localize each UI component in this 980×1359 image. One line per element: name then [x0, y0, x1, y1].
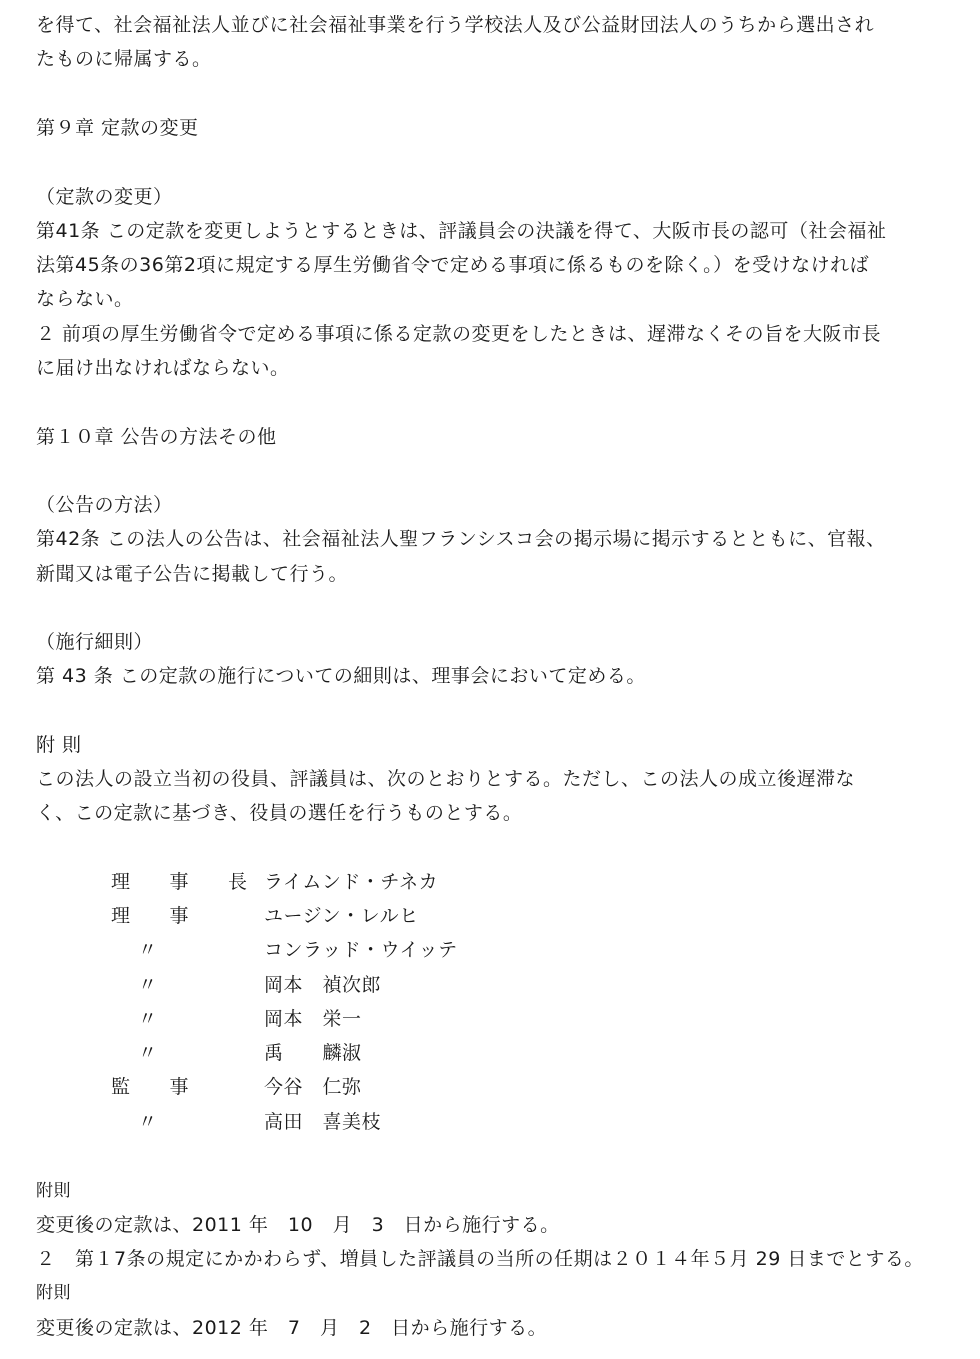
article-41-para2-line-1: ２ 前項の厚生労働省令で定める事項に係る定款の変更をしたときは、遅滞なくその旨を大阪市長 [36, 323, 882, 345]
officer-name: コンラッド・ウイッテ [264, 939, 458, 961]
officer-name: 岡本 禎次郎 [264, 974, 382, 996]
supplementary-3-heading: 附則 [36, 1283, 71, 1303]
officer-name: ライムンド・チネカ [264, 871, 439, 893]
article-41-para2-line-2: に届け出なければならない。 [36, 357, 290, 379]
officer-name: 高田 喜美枝 [264, 1111, 382, 1133]
article-41-line-2: 法第45条の36第2項に規定する厚生労働省令で定める事項に係るものを除く。）を受けなければ [36, 254, 870, 276]
supplementary-heading: 附 則 [36, 734, 82, 756]
officer-name: 禹 麟淑 [264, 1042, 362, 1064]
officer-title: 監 事 [111, 1076, 190, 1098]
officer-name: 今谷 仁弥 [264, 1076, 362, 1098]
supplementary-2-heading: 附則 [36, 1181, 71, 1201]
article-42-line-1: 第42条 この法人の公告は、社会福祉法人聖フランシスコ会の掲示場に掲示するとともに、官報、 [36, 528, 886, 550]
ditto-mark: 〃 [138, 974, 158, 996]
article-42-caption: （公告の方法） [36, 494, 173, 516]
article-42-line-2: 新聞又は電子公告に掲載して行う。 [36, 563, 349, 585]
ditto-mark: 〃 [138, 1008, 158, 1030]
ditto-mark: 〃 [138, 1111, 158, 1133]
officer-title: 理 事 長 [111, 871, 248, 893]
article-43-line-1: 第 43 条 この定款の施行についての細則は、理事会において定める。 [36, 665, 646, 687]
article-41-caption: （定款の変更） [36, 186, 173, 208]
intro-line-1: を得て、社会福祉法人並びに社会福祉事業を行う学校法人及び公益財団法人のうちから選出され [36, 14, 875, 36]
intro-line-2: たものに帰属する。 [36, 48, 212, 70]
supplementary-2-line-1: 変更後の定款は、2011 年 10 月 3 日から施行する。 [36, 1214, 560, 1236]
supplementary-line-2: く、この定款に基づき、役員の選任を行うものとする。 [36, 802, 523, 824]
ditto-mark: 〃 [138, 939, 158, 961]
officer-name: ユージン・レルヒ [264, 905, 419, 927]
officer-title: 理 事 [111, 905, 190, 927]
chapter-9-heading: 第９章 定款の変更 [36, 117, 199, 139]
supplementary-2-line-2: ２ 第１7条の規定にかかわらず、増員した評議員の当所の任期は２０１４年５月 29 日までとする。 [36, 1248, 924, 1270]
chapter-10-heading: 第１０章 公告の方法その他 [36, 426, 277, 448]
article-43-caption: （施行細則） [36, 631, 154, 653]
officer-name: 岡本 栄一 [264, 1008, 362, 1030]
ditto-mark: 〃 [138, 1042, 158, 1064]
supplementary-3-line-1: 変更後の定款は、2012 年 7 月 2 日から施行する。 [36, 1317, 548, 1339]
article-41-line-3: ならない。 [36, 288, 134, 310]
article-41-line-1: 第41条 この定款を変更しようとするときは、評議員会の決議を得て、大阪市長の認可（社会福祉 [36, 220, 887, 242]
supplementary-line-1: この法人の設立当初の役員、評議員は、次のとおりとする。ただし、この法人の成立後遅滞な [36, 768, 856, 790]
